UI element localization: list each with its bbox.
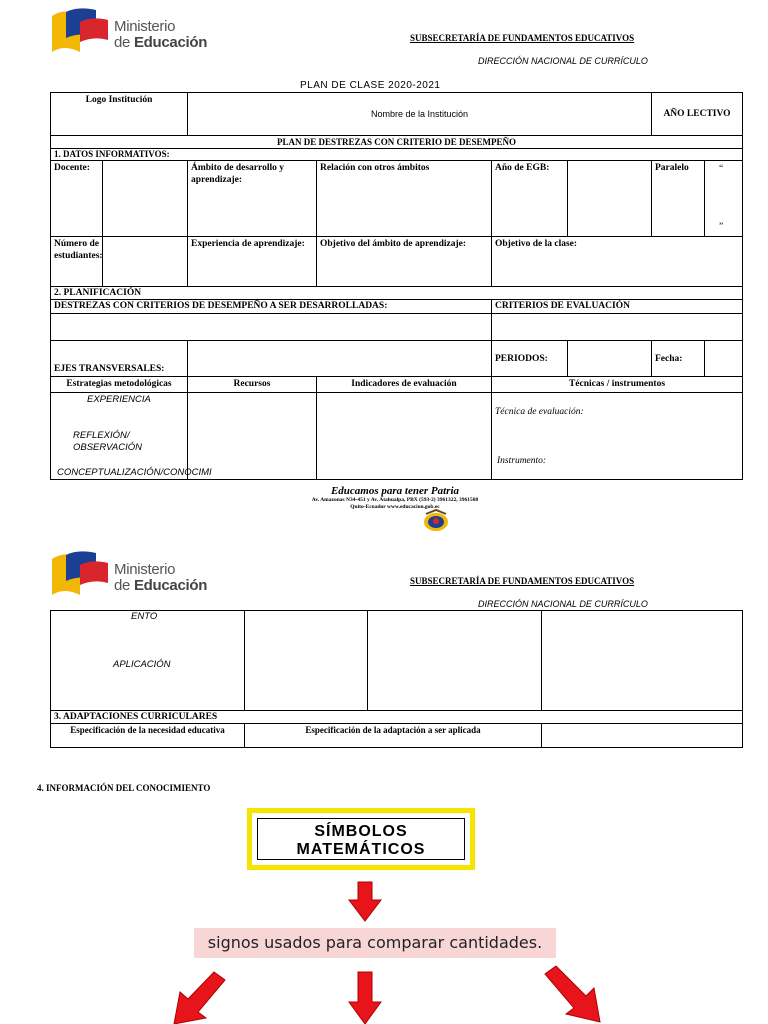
numero-estudiantes-value[interactable] xyxy=(103,237,188,287)
coat-of-arms-icon xyxy=(422,510,450,532)
docente-label: Docente: xyxy=(51,161,103,237)
estrategias-heading: Estrategias metodológicas xyxy=(51,377,188,393)
quote-open: “ xyxy=(719,164,724,174)
nombre-institucion-cell: Nombre de la Institución xyxy=(188,93,652,136)
tecnicas-cell[interactable] xyxy=(492,393,743,480)
page-footer xyxy=(230,485,560,511)
ejes-transversales-value[interactable] xyxy=(188,341,492,377)
reflexion-step: REFLEXIÓN/ OBSERVACIÓN xyxy=(73,430,142,453)
ministry-logo-page2 xyxy=(50,549,220,599)
planificacion-heading: 2. PLANIFICACIÓN xyxy=(51,287,743,300)
class-plan-table xyxy=(50,92,743,480)
ministry-name-line1: Ministerio xyxy=(114,18,176,35)
ento-step: ENTO xyxy=(131,611,158,622)
simbolos-title-box xyxy=(247,808,475,870)
adaptaciones-heading: 3. ADAPTACIONES CURRICULARES xyxy=(51,711,743,724)
caption-text: signos usados para comparar cantidades. xyxy=(207,933,543,952)
direccion-heading-page2: DIRECCIÓN NACIONAL DE CURRÍCULO xyxy=(478,599,648,609)
anio-lectivo-cell: AÑO LECTIVO xyxy=(652,93,743,136)
ejes-transversales-label: EJES TRANSVERSALES: xyxy=(51,341,188,377)
indicadores-cell[interactable] xyxy=(317,393,492,480)
arrow-down-center-icon xyxy=(348,972,382,1024)
title-line1: SÍMBOLOS xyxy=(314,823,408,840)
paralelo-label: Paralelo xyxy=(652,161,705,237)
estrategias-cont-cell[interactable] xyxy=(51,611,245,711)
indicadores-cont-cell[interactable] xyxy=(368,611,542,711)
anio-egb-value[interactable] xyxy=(568,161,652,237)
quote-close: ” xyxy=(719,222,724,232)
destrezas-heading: DESTREZAS CON CRITERIOS DE DESEMPEÑO A SER DESARROLLADAS: xyxy=(51,300,492,314)
docente-value[interactable] xyxy=(103,161,188,237)
objetivo-clase-label: Objetivo de la clase: xyxy=(492,237,743,287)
logo-institucion-cell: Logo Institución xyxy=(51,93,188,136)
periodos-value[interactable] xyxy=(568,341,652,377)
recursos-heading: Recursos xyxy=(188,377,317,393)
tecnicas-heading: Técnicas / instrumentos xyxy=(492,377,743,393)
experiencia-step: EXPERIENCIA xyxy=(87,394,151,405)
subsecretaria-heading-page2: SUBSECRETARÍA DE FUNDAMENTOS EDUCATIVOS xyxy=(410,576,635,586)
footer-address: Av. Amazonas N34-451 y Av. Atahualpa, PBX (593-2) 3961322, 3961508 xyxy=(311,497,479,503)
section4-heading: 4. INFORMACIÓN DEL CONOCIMIENTO xyxy=(37,783,211,793)
conceptualizacion-step: CONCEPTUALIZACIÓN/CONOCIMI xyxy=(57,467,212,478)
down-arrow-icon xyxy=(348,882,382,922)
ministry-name-line1: Ministerio xyxy=(114,561,176,578)
ministry-flag-icon xyxy=(50,6,112,54)
tecnicas-cont-cell[interactable] xyxy=(542,611,743,711)
aplicacion-step: APLICACIÓN xyxy=(113,659,171,670)
footer-slogan: Educamos para tener Patria xyxy=(330,485,460,497)
numero-estudiantes-label: Número de estudiantes: xyxy=(51,237,103,287)
anio-egb-label: Año de EGB: xyxy=(492,161,568,237)
arrow-down-right-icon xyxy=(544,966,604,1024)
indicadores-heading: Indicadores de evaluación xyxy=(317,377,492,393)
especificacion-necesidad-heading: Especificación de la necesidad educativa xyxy=(51,724,245,748)
instrumento-label: Instrumento: xyxy=(497,456,547,466)
footer-city-web: Quito-Ecuador www.educacion.gob.ec xyxy=(350,504,440,510)
recursos-cont-cell[interactable] xyxy=(245,611,368,711)
paralelo-value[interactable] xyxy=(705,161,743,237)
title-line2: MATEMÁTICOS xyxy=(296,841,426,858)
fecha-label: Fecha: xyxy=(652,341,705,377)
estrategias-cell[interactable] xyxy=(51,393,212,480)
tecnica-evaluacion-label: Técnica de evaluación: xyxy=(495,407,584,417)
destrezas-value[interactable] xyxy=(51,314,492,341)
ministry-name-line2: de Educación xyxy=(114,577,208,594)
arrow-down-left-icon xyxy=(170,972,226,1024)
especificacion-adaptacion-heading: Especificación de la adaptación a ser aplicada xyxy=(245,724,542,748)
criterios-value[interactable] xyxy=(492,314,743,341)
criterios-heading: CRITERIOS DE EVALUACIÓN xyxy=(492,300,743,314)
relacion-label: Relación con otros ámbitos xyxy=(317,161,492,237)
datos-informativos-heading: 1. DATOS INFORMATIVOS: xyxy=(51,149,743,161)
ministry-logo xyxy=(50,6,220,56)
ministry-name-line2: de Educación xyxy=(114,34,208,51)
ambito-label: Ámbito de desarrollo y aprendizaje: xyxy=(188,161,317,237)
experiencia-label: Experiencia de aprendizaje: xyxy=(188,237,317,287)
continuation-table xyxy=(50,610,743,748)
subsecretaria-heading: SUBSECRETARÍA DE FUNDAMENTOS EDUCATIVOS xyxy=(410,33,635,43)
direccion-heading: DIRECCIÓN NACIONAL DE CURRÍCULO xyxy=(478,56,648,66)
adaptacion-extra-cell[interactable] xyxy=(542,724,743,748)
comparison-caption xyxy=(194,928,556,958)
plan-title: PLAN DE CLASE 2020-2021 xyxy=(300,80,441,91)
objetivo-ambito-label: Objetivo del ámbito de aprendizaje: xyxy=(317,237,492,287)
plan-destrezas-heading: PLAN DE DESTREZAS CON CRITERIO DE DESEMPEÑO xyxy=(51,136,743,149)
periodos-label: PERIODOS: xyxy=(492,341,568,377)
ministry-flag-icon xyxy=(50,549,112,597)
fecha-value[interactable] xyxy=(705,341,743,377)
